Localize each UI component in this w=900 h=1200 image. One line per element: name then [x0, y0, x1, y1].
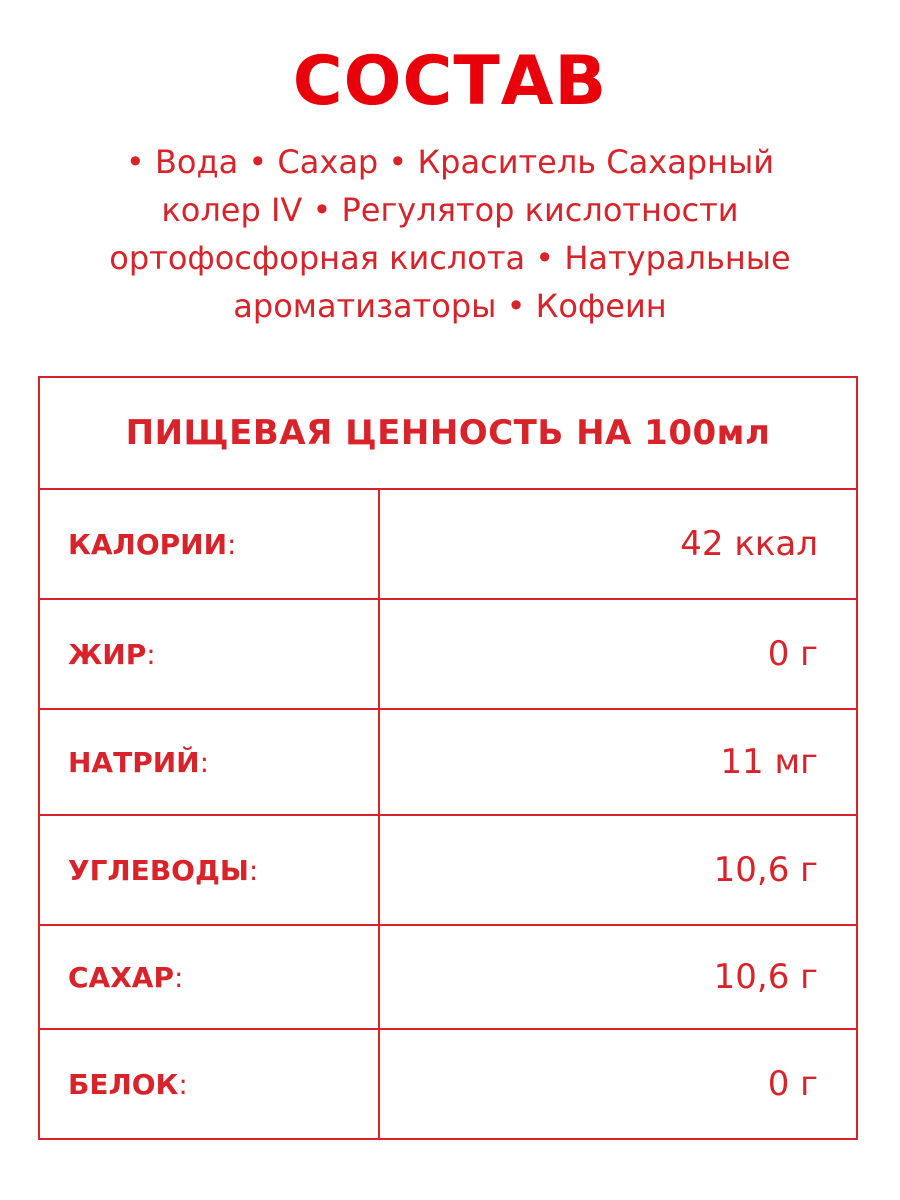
row-value: 10,6 г	[713, 850, 818, 890]
table-row	[40, 710, 856, 816]
row-label: УГЛЕВОДЫ	[68, 853, 249, 887]
row-label: САХАР	[68, 960, 174, 994]
ingredients-line: ортофосфорная кислота • Натуральные	[109, 239, 791, 277]
row-value: 0 г	[767, 1064, 818, 1104]
nutrition-table-header: ПИЩЕВАЯ ЦЕННОСТЬ НА 100мл	[40, 378, 856, 490]
table-row	[40, 816, 856, 926]
row-value: 0 г	[767, 634, 818, 674]
ingredients-text	[40, 138, 860, 330]
row-label: НАТРИЙ	[68, 745, 200, 779]
label-colon: :	[248, 853, 259, 887]
ingredients-line: ароматизаторы • Кофеин	[233, 287, 667, 325]
row-label: БЕЛОК	[68, 1067, 179, 1101]
table-row	[40, 1030, 856, 1138]
nutrition-table	[38, 376, 858, 1140]
row-value: 42 ккал	[680, 524, 818, 564]
label-colon: :	[178, 1067, 188, 1101]
row-label: ЖИР	[68, 637, 147, 671]
ingredients-line: колер IV • Регулятор кислотности	[161, 191, 739, 229]
label-colon: :	[146, 637, 156, 671]
table-row	[40, 926, 856, 1030]
row-label-cell	[40, 1030, 380, 1138]
row-label-cell	[40, 600, 380, 708]
table-row	[40, 490, 856, 600]
row-value: 10,6 г	[713, 957, 818, 997]
label-colon: :	[199, 745, 210, 779]
label-colon: :	[227, 527, 237, 561]
ingredients-line: • Вода • Сахар • Краситель Сахарный	[125, 143, 775, 181]
row-label-cell	[40, 816, 380, 924]
row-label: КАЛОРИИ	[68, 527, 228, 561]
table-row	[40, 600, 856, 710]
row-label-cell	[40, 490, 380, 598]
label-colon: :	[174, 960, 184, 994]
row-label-cell	[40, 926, 380, 1028]
row-value: 11 мг	[720, 742, 818, 782]
row-label-cell	[40, 710, 380, 814]
page-title: СОСТАВ	[292, 42, 608, 121]
